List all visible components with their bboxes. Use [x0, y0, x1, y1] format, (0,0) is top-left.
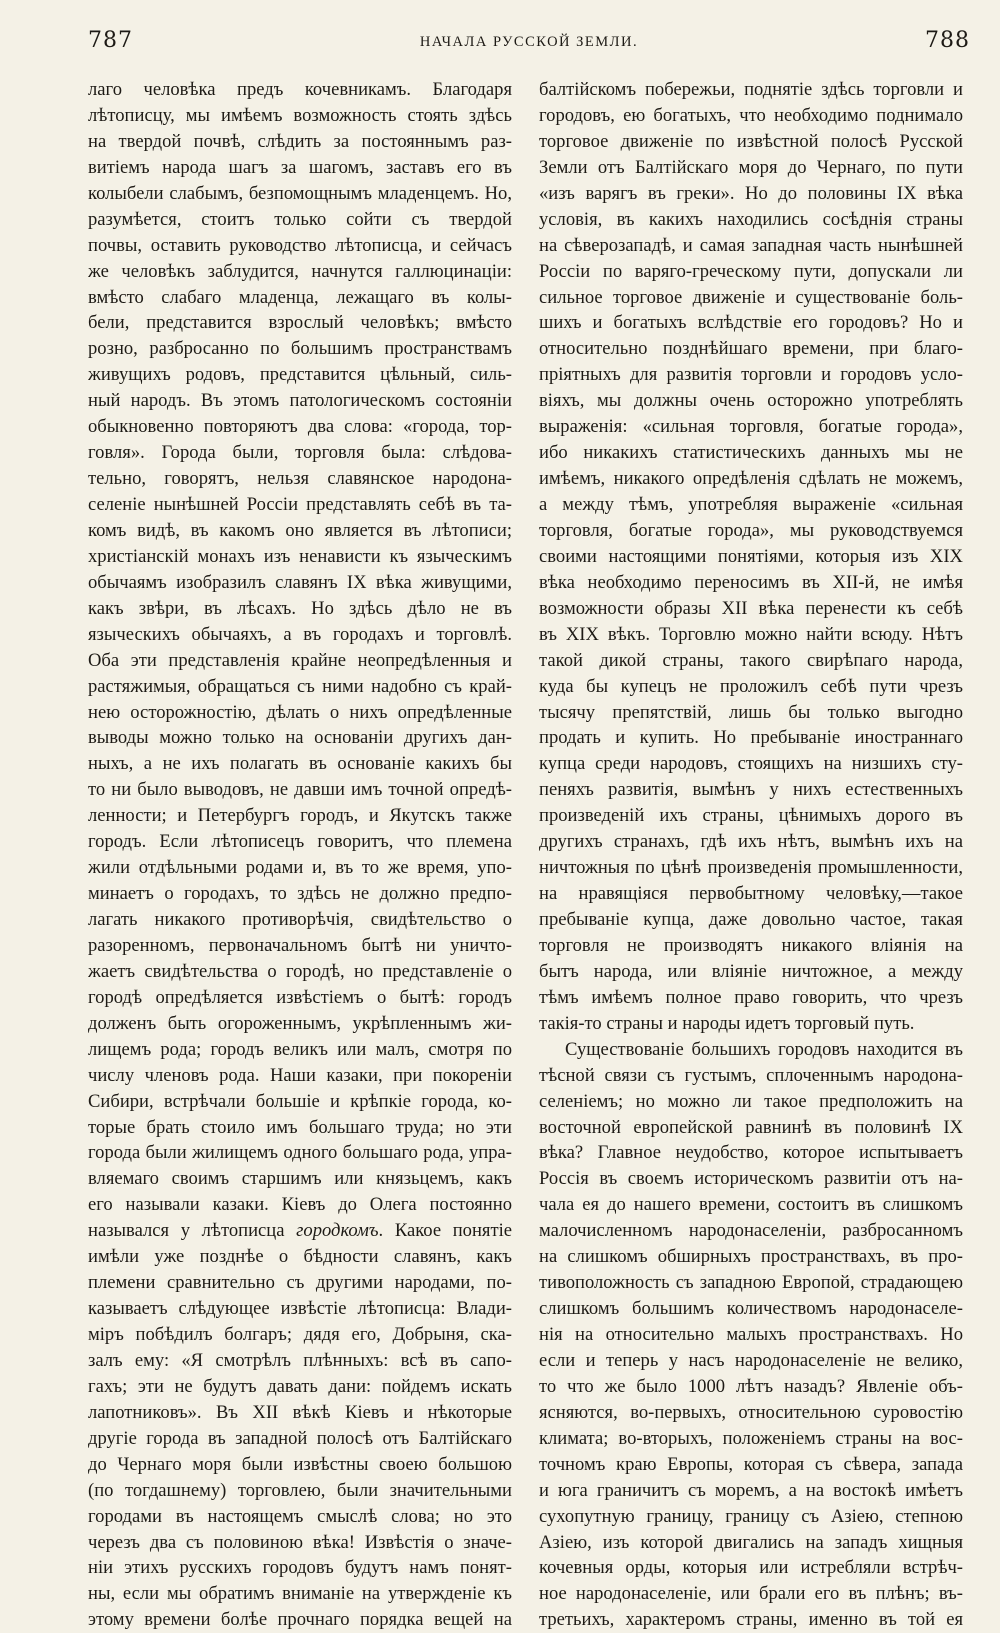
- text-column-left: [88, 77, 512, 1633]
- text-line: комъ видѣ, въ какомъ оно является въ лѣтописи;: [88, 519, 512, 541]
- text-line: тивоположность съ западною Европой, страдающею: [539, 1272, 963, 1294]
- text-line: обычаямъ изобразилъ славянъ IX вѣка живущими,: [88, 571, 512, 593]
- text-line: своими настоящими понятіями, которыя изъ XIX: [539, 545, 963, 567]
- text-line: такія-то страны и народы идетъ торговый путь.: [539, 1012, 915, 1034]
- page-number-right: 788: [925, 28, 970, 53]
- text-line: купца среди народовъ, стоящихъ на низшихъ сту-: [539, 753, 963, 775]
- text-line: минаетъ о городахъ, то здѣсь не должно предпо-: [88, 883, 512, 905]
- text-line: племени сравнительно съ другими народами, по-: [88, 1272, 512, 1294]
- text-line: ны, если мы обратимъ вниманіе на утвержденіе къ: [88, 1583, 512, 1605]
- text-line: на нравящіяся первобытному человѣку,—такое: [539, 883, 963, 905]
- text-line: ное народонаселеніе, или брали его въ плѣнъ; въ-: [539, 1583, 963, 1605]
- text-line: черезъ два съ половиною вѣка! Извѣстія о значе-: [88, 1531, 512, 1553]
- text-line: на сѣверозападѣ, и самая западная часть нынѣшней: [539, 234, 963, 256]
- text-line: произведеній ихъ страны, цѣнимыхъ дорого въ: [539, 805, 963, 827]
- text-line: Земли отъ Балтійскаго моря до Чернаго, по пути: [539, 156, 963, 178]
- text-line: колыбели слабымъ, безпомощнымъ младенцемъ. Но,: [88, 182, 512, 204]
- text-line: торговое движеніе по извѣстной полосѣ Русской: [539, 130, 963, 152]
- text-line: долженъ быть огороженнымъ, укрѣпленнымъ жи-: [88, 1012, 512, 1034]
- text-line: ніи этихъ русскихъ городовъ будутъ намъ понят-: [88, 1557, 512, 1579]
- text-line: Сибири, встрѣчали большіе и крѣпкіе города, ко-: [88, 1090, 512, 1112]
- text-line: числу членовъ рода. Наши казаки, при покореніи: [88, 1064, 512, 1086]
- page-number-left: 787: [88, 28, 133, 53]
- text-line: селеніе нынѣшней Россіи представлять себѣ въ та-: [88, 494, 512, 515]
- text-line: ясняются, во-первыхъ, относительною суровостію: [539, 1401, 963, 1423]
- text-line: растяжимыя, обращаться съ ними надобно съ край-: [88, 675, 512, 697]
- text-line: городъ. Если лѣтописецъ говоритъ, что племена: [88, 831, 512, 853]
- text-line: христіанскій монахъ изъ ненависти къ языческимъ: [88, 545, 512, 567]
- text-line: выводы можно только на основаніи другихъ дан-: [88, 727, 512, 749]
- text-line: выраженія: «сильная торговля, богатые города»,: [539, 416, 963, 438]
- text-line: другіе города въ западной полосѣ отъ Балтійскаго: [88, 1427, 512, 1449]
- text-line: балтійскомъ побережьи, поднятіе здѣсь торговли и: [539, 79, 963, 100]
- text-line: тѣмъ имѣемъ полное право говорить, что чрезъ: [539, 986, 963, 1008]
- text-line: нія на относительно малыхъ пространствахъ. Но: [539, 1324, 963, 1345]
- text-line: Существованіе большихъ городовъ находится въ: [565, 1038, 963, 1060]
- text-line: «изъ варягъ въ греки». Но до половины IX вѣка: [539, 182, 963, 204]
- text-line: шихъ и богатыхъ вслѣдствіе его городовъ? Но и: [539, 312, 963, 334]
- text-line: малочисленномъ народонаселеніи, разбросанномъ: [539, 1220, 963, 1242]
- text-line: то ни было выводовъ, не давши имъ точной опредѣ-: [88, 779, 512, 801]
- text-line: относительно позднѣйшаго времени, при благо-: [539, 338, 963, 360]
- text-line: имѣли уже позднѣе о бѣдности славянъ, какъ: [88, 1246, 512, 1268]
- text-line: (по тогдашнему) торговлею, были значительными: [88, 1479, 512, 1501]
- text-line: вляемаго своимъ старшимъ или князьцемъ, какъ: [88, 1168, 512, 1190]
- text-line: до Чернаго моря были извѣстны своею большою: [88, 1453, 512, 1475]
- text-line: слишкомъ большимъ количествомъ народонаселе-: [539, 1298, 963, 1320]
- text-line: пребываніе купца, даже довольно частое, такая: [539, 909, 963, 930]
- text-line: Россія въ своемъ историческомъ развитіи отъ на-: [539, 1168, 963, 1190]
- text-line: вѣка? Главное неудобство, которое испытываетъ: [539, 1142, 963, 1164]
- text-line: бели, представится взрослый человѣкъ; вмѣсто: [88, 312, 512, 334]
- text-line: условія, въ какихъ находились сосѣднія страны: [539, 208, 963, 230]
- text-line: этому времени болѣе прочнаго порядка вещей на: [88, 1609, 512, 1631]
- text-line: возможности образы XII вѣка перенести къ себѣ: [539, 597, 963, 619]
- text-line: міръ побѣдилъ болгаръ; дядя его, Добрыня, ска-: [88, 1324, 512, 1345]
- text-line: городами въ настоящемъ смыслѣ слова; но это: [88, 1505, 512, 1527]
- text-line: тысячу препятствій, лишь бы только выгодно: [539, 701, 963, 723]
- text-line: назывался у лѣтописца городкомъ. Какое понятіе: [88, 1220, 512, 1242]
- text-line: почвы, оставить руководство лѣтописца, и сейчасъ: [88, 234, 512, 256]
- text-line: а между тѣмъ, употребляя выраженіе «сильная: [539, 494, 963, 515]
- text-line: ныхъ, а не ихъ полагать въ основаніе какихъ бы: [88, 753, 512, 775]
- text-line: сухопутную границу, границу съ Азіею, степною: [539, 1505, 963, 1527]
- text-line: городѣ опредѣляется извѣстіемъ о бытѣ: городъ: [88, 986, 512, 1008]
- text-line: тѣсной связи съ густымъ, сплоченнымъ народона-: [539, 1064, 963, 1086]
- text-line: живущихъ родовъ, представится цѣльный, силь-: [88, 364, 512, 386]
- text-line: бытъ народа, или вліяніе ничтожное, а между: [539, 960, 963, 982]
- text-line: витіемъ народа шагъ за шагомъ, заставъ его въ: [88, 156, 512, 178]
- text-line: въ XIX вѣкъ. Торговлю можно найти всюду. Нѣтъ: [539, 623, 963, 645]
- text-line: то что же было 1000 лѣтъ назадъ? Явленіе объ-: [539, 1375, 963, 1397]
- text-line: жаетъ свидѣтельства о городѣ, но представленіе о: [88, 960, 512, 982]
- text-line: же человѣкъ заблудится, начнутся галлюцинаціи:: [88, 260, 512, 282]
- text-line: ный народъ. Въ этомъ патологическомъ состояніи: [88, 390, 512, 412]
- text-line: если и теперь у насъ народонаселеніе не велико,: [539, 1349, 963, 1371]
- text-line: тельно, говорятъ, нельзя славянское народона-: [88, 468, 512, 490]
- text-line: пеняхъ развитія, вымѣнъ у нихъ естественныхъ: [539, 779, 963, 801]
- text-line: лищемъ рода; городъ великъ или малъ, смотря по: [88, 1038, 512, 1060]
- text-line: куда бы купецъ не проложилъ себѣ пути чрезъ: [539, 675, 963, 697]
- text-line: восточной европейской равнинѣ въ половинѣ IX: [539, 1116, 963, 1138]
- text-line: лаго человѣка предъ кочевникамъ. Благодаря: [88, 79, 512, 100]
- text-line: имѣемъ, никакого опредѣленія сдѣлать не можемъ,: [539, 468, 963, 490]
- text-line: чала ея до нашего времени, состоитъ въ слишкомъ: [539, 1194, 963, 1216]
- text-line: климата; во-вторыхъ, положеніемъ страны на вос-: [539, 1427, 963, 1449]
- text-line: продать и купить. Но пребываніе иностраннаго: [539, 727, 963, 749]
- text-line: точномъ краю Европы, которая съ сѣвера, запада: [539, 1453, 963, 1475]
- text-line: города были жилищемъ одного большаго рода, упра-: [88, 1142, 512, 1164]
- text-line: пріятныхъ для развитія торговли и городовъ усло-: [539, 364, 963, 386]
- text-line: обыкновенно повторяютъ два слова: «города, тор-: [88, 416, 512, 438]
- text-line: вѣка необходимо переносимъ въ XII-й, не имѣя: [539, 571, 963, 593]
- text-line: третьихъ, характеромъ страны, именно въ той ея: [539, 1609, 963, 1631]
- text-line: казываетъ слѣдующее извѣстіе лѣтописца: Влади-: [88, 1298, 512, 1320]
- text-line: віяхъ, мы должны очень осторожно употреблять: [539, 390, 963, 412]
- text-line: на слишкомъ обширныхъ пространствахъ, въ про-: [539, 1246, 963, 1268]
- text-line: нею осторожностію, дѣлать о нихъ опредѣленные: [88, 701, 512, 723]
- running-title: НАЧАЛА РУССКОЙ ЗЕМЛИ.: [419, 34, 639, 50]
- text-line: другихъ странахъ, гдѣ ихъ нѣтъ, вымѣнъ ихъ на: [539, 831, 963, 853]
- text-line: разумѣется, стоитъ только сойти съ твердой: [88, 208, 512, 230]
- text-line: торговля не производятъ никакого вліянія на: [539, 934, 963, 956]
- text-line: разоренномъ, первоначальномъ бытѣ ни уничто-: [88, 934, 512, 956]
- text-line: селеніемъ; но можно ли такое предположить на: [539, 1090, 963, 1112]
- text-line: ничтожныя по цѣнѣ произведенія промышленности,: [539, 857, 963, 879]
- text-line: торые брать стоило имъ большаго труда; но эти: [88, 1116, 512, 1138]
- text-line: розно, разбросанно по большимъ пространствамъ: [88, 338, 512, 360]
- text-line: языческихъ обычаяхъ, а въ городахъ и торговлѣ.: [88, 623, 512, 645]
- text-line: лапотниковъ». Въ XII вѣкѣ Кіевъ и нѣкоторые: [88, 1401, 512, 1423]
- text-line: жили отдѣльными родами и, въ то же время, упо-: [88, 857, 512, 879]
- text-line: Оба эти представленія крайне неопредѣленныя и: [88, 649, 512, 671]
- emphasized-word: городкомъ: [296, 1220, 379, 1242]
- text-line: говля». Города были, торговля была: слѣдова-: [88, 442, 512, 464]
- text-line: торговля, богатые города», мы руководствуемся: [539, 519, 963, 541]
- text-line: вмѣсто слабаго младенца, лежащаго въ колы-: [88, 286, 512, 308]
- text-line: городовъ, ею богатыхъ, что необходимо поднимало: [539, 104, 963, 126]
- text-line: кочевныя орды, которыя или истребляли встрѣч-: [539, 1557, 963, 1579]
- text-line: залъ ему: «Я смотрѣлъ плѣнныхъ: всѣ въ сапо-: [88, 1349, 512, 1371]
- text-line: ибо никакихъ статистическихъ данныхъ мы не: [539, 442, 963, 464]
- text-line: такой дикой страны, такого свирѣпаго народа,: [539, 649, 963, 671]
- text-line: лѣтописцу, мы имѣемъ возможность стоять здѣсь: [88, 104, 512, 126]
- text-line: лагать никакого противорѣчія, свидѣтельство о: [88, 909, 512, 930]
- text-line: его называли казаки. Кіевъ до Олега постоянно: [88, 1194, 512, 1216]
- text-line: Азіею, изъ которой двигались на западъ хищныя: [539, 1531, 963, 1553]
- text-column-right: [539, 77, 963, 1633]
- text-line: и юга граничитъ съ моремъ, а на востокѣ имѣетъ: [539, 1479, 963, 1501]
- text-line: какъ звѣри, въ лѣсахъ. Но здѣсь дѣло не въ: [88, 597, 512, 619]
- text-line: сильное торговое движеніе и существованіе боль-: [539, 286, 963, 308]
- text-line: Россіи по варяго-греческому пути, допускали ли: [539, 260, 963, 282]
- running-head: [88, 28, 970, 64]
- text-line: гахъ; эти не будутъ давать дани: пойдемъ искать: [88, 1375, 512, 1397]
- text-line: на твердой почвѣ, слѣдить за постояннымъ раз-: [88, 130, 512, 152]
- text-line: ленности; и Петербургъ городъ, и Якутскъ также: [88, 805, 512, 827]
